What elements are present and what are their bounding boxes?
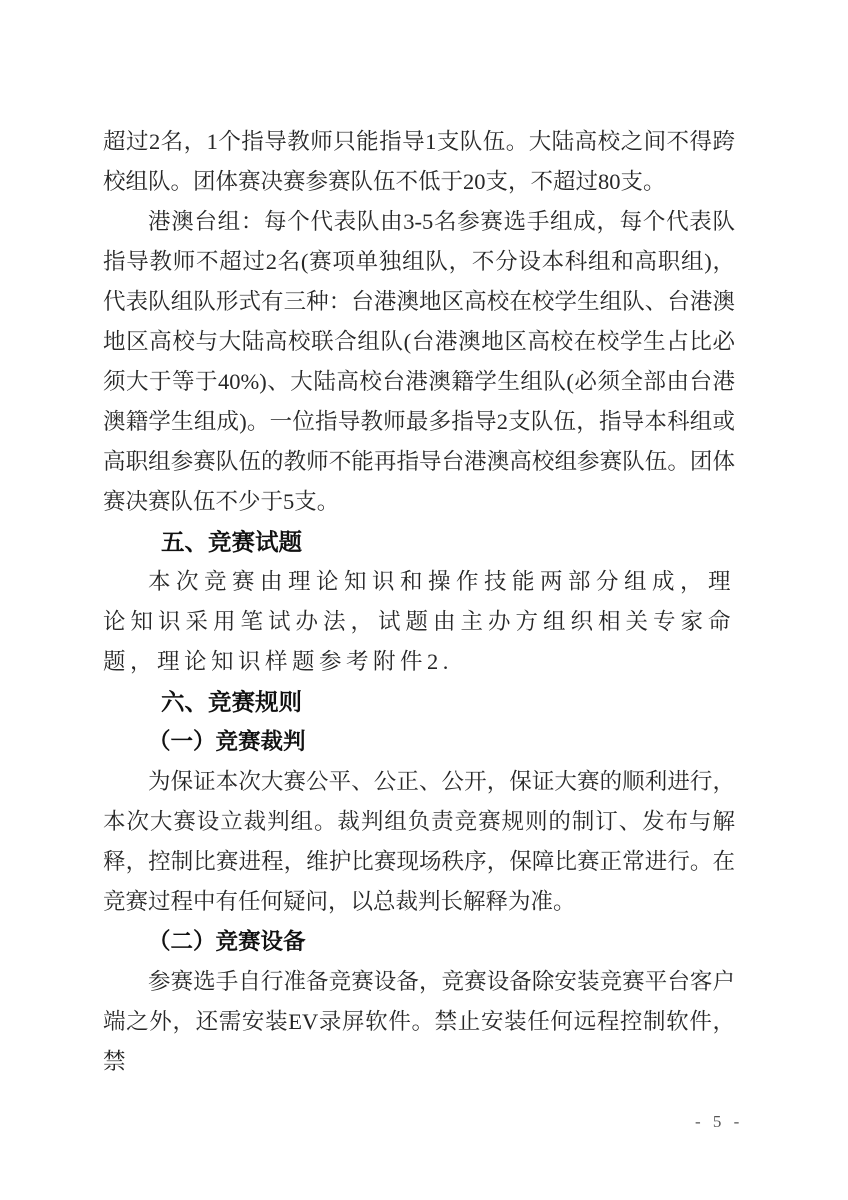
heading-section-5-competition-questions: 五、竞赛试题 — [161, 529, 302, 555]
subheading-6-1-competition-judges: （一）竞赛裁判 — [148, 729, 306, 754]
page-number: - 5 - — [695, 1112, 744, 1131]
document-content — [103, 122, 735, 1082]
heading-section-6-competition-rules: 六、竞赛规则 — [161, 689, 302, 715]
paragraph-competition-equipment: 参赛选手自行准备竞赛设备，竞赛设备除安装竞赛平台客户端之外，还需安装EV录屏软件。禁止安装任何远程控制软件，禁 — [103, 969, 735, 1074]
paragraph-competition-judges: 为保证本次大赛公平、公正、公开，保证大赛的顺利进行，本次大赛设立裁判组。裁判组负责竞赛规则的制订、发布与解释，控制比赛进程，维护比赛现场秩序，保障比赛正常进行。在竞赛过程中有任何疑问，以总裁判长解释为准。 — [103, 769, 735, 914]
paragraph-hk-macao-taiwan-group: 港澳台组：每个代表队由3-5名参赛选手组成，每个代表队指导教师不超过2名(赛项单独组队，不分设本科组和高职组)，代表队组队形式有三种：台港澳地区高校在校学生组队、台港澳地区高校与大陆高校联合组队(台港澳地区高校在校学生占比必须大于等于40%)、大陆高校台港澳籍学生组队(必须全部由台港澳籍学生组成)。一位指导教师最多指导2支队伍，指导本科组或高职组参赛队伍的教师不能再指导台港澳高校组参赛队伍。团体赛决赛队伍不少于5支。 — [103, 209, 735, 514]
paragraph-team-limit-continued: 超过2名，1个指导教师只能指导1支队伍。大陆高校之间不得跨校组队。团体赛决赛参赛队伍不低于20支，不超过80支。 — [103, 129, 735, 194]
paragraph-competition-questions: 本次竞赛由理论知识和操作技能两部分组成，理论知识采用笔试办法，试题由主办方组织相关专家命题，理论知识样题参考附件2. — [103, 569, 735, 674]
subheading-6-2-competition-equipment: （二）竞赛设备 — [148, 929, 306, 954]
